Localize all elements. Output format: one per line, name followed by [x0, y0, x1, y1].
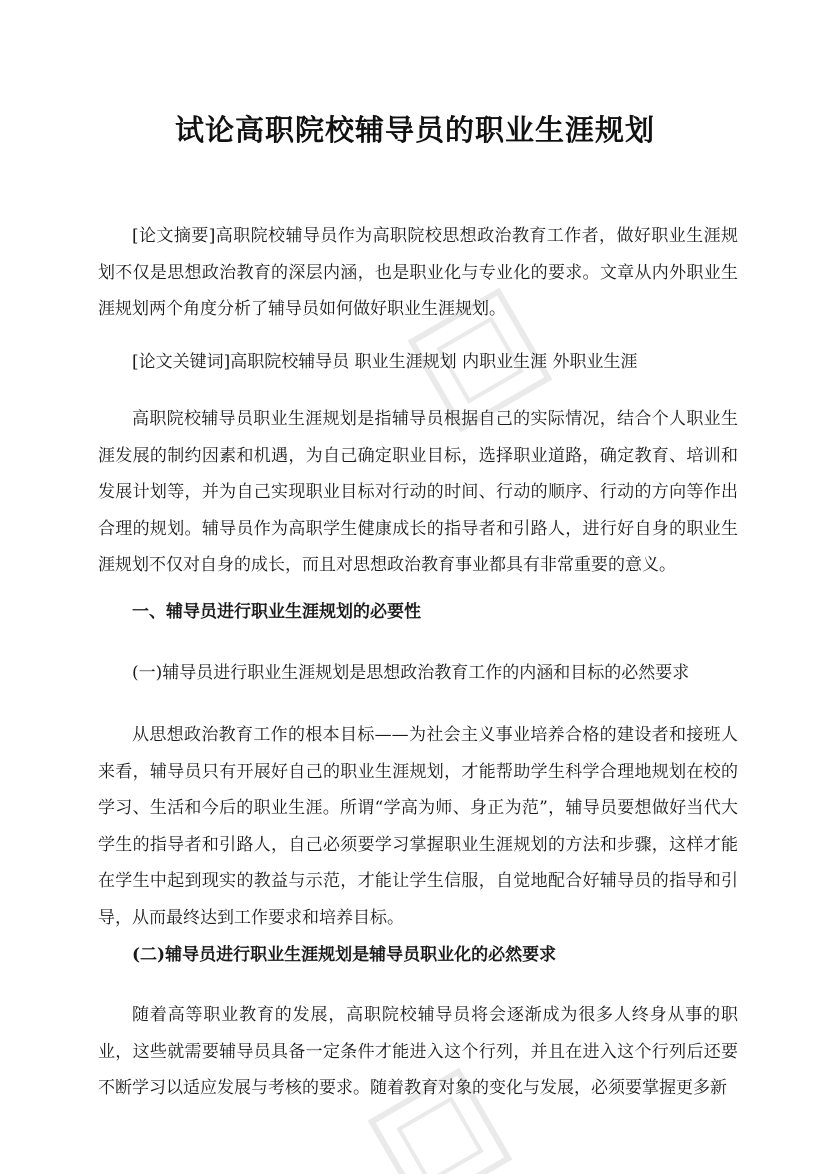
- subsection-2-body: 随着高等职业教育的发展，高职院校辅导员将会逐渐成为很多人终身从事的职业，这些就需要辅导员具备一定条件才能进入这个行列，并且在进入这个行列后还要不断学习以适应发展与考核的要求。随着教育对象的变化与发展，必须要掌握更多新: [98, 1005, 738, 1098]
- subsection-1-heading: (一)辅导员进行职业生涯规划是思想政治教育工作的内涵和目标的必然要求: [132, 663, 690, 683]
- document-title: 试论高职院校辅导员的职业生涯规划: [174, 113, 655, 147]
- keywords-paragraph: [论文关键词]高职院校辅导员 职业生涯规划 内职业生涯 外职业生涯: [132, 352, 638, 372]
- subsection-1-body: 从思想政治教育工作的根本目标——为社会主义事业培养合格的建设者和接班人来看，辅导员只有开展好自己的职业生涯规划，才能帮助学生科学合理地规划在校的学习、生活和今后的职业生涯。所谓“学高为师、身正为范”，辅导员要想做好当代大学生的指导者和引路人，自己必须要学习掌握职业生涯规划的方法和步骤，这样才能在学生中起到现实的教益与示范，才能让学生信服，自觉地配合好辅导员的指导和引导，从而最终达到工作要求和培养目标。: [98, 725, 738, 928]
- abstract-paragraph: [论文摘要]高职院校辅导员作为高职院校思想政治教育工作者，做好职业生涯规划不仅是思想政治教育的深层内涵，也是职业化与专业化的要求。文章从内外职业生涯规划两个角度分析了辅导员如何做好职业生涯规划。: [98, 226, 738, 319]
- subsection-2-heading: (二)辅导员进行职业生涯规划是辅导员职业化的必然要求: [132, 945, 557, 965]
- section-1-heading: 一、辅导员进行职业生涯规划的必要性: [132, 602, 421, 622]
- intro-paragraph: 高职院校辅导员职业生涯规划是指辅导员根据自己的实际情况，结合个人职业生涯发展的制约因素和机遇，为自己确定职业目标，选择职业道路，确定教育、培训和发展计划等，并为自己实现职业目标对行动的时间、行动的顺序、行动的方向等作出合理的规划。辅导员作为高职学生健康成长的指导者和引路人，进行好自身的职业生涯规划不仅对自身的成长，而且对思想政治教育事业都具有非常重要的意义。: [98, 409, 738, 575]
